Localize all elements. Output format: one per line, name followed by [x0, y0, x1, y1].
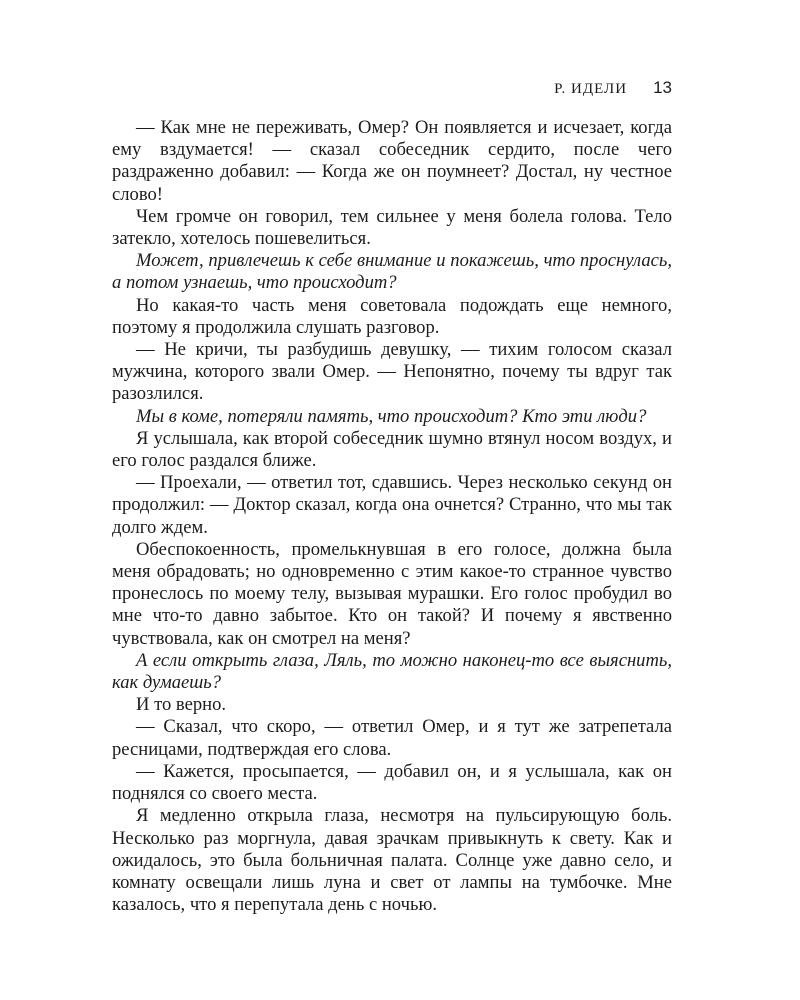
paragraph: Я медленно открыла глаза, несмотря на пульсирующую боль. Несколько раз моргнула, давая зрачкам привыкнуть к свету. Как и ожидалось, это была больничная палата. Солнце уже давно село, и комнату освещали лишь луна и свет от лампы на тумбочке. Мне казалось, что я перепутала день с ночью.: [112, 805, 672, 916]
paragraph: — Проехали, — ответил тот, сдавшись. Через несколько секунд он продолжил: — Доктор сказал, когда она очнется? Странно, что мы так долго ждем.: [112, 472, 672, 538]
running-head-author: Р. ИДЕЛИ: [554, 81, 628, 97]
paragraph: — Кажется, просыпается, — добавил он, и я услышала, как он поднялся со своего места.: [112, 760, 672, 805]
book-text: [112, 117, 672, 916]
paragraph: И то верно.: [136, 694, 227, 716]
running-head: [554, 78, 672, 98]
paragraph: Я услышала, как второй собеседник шумно втянул носом воздух, и его голос раздался ближе.: [112, 427, 672, 472]
inner-thought-paragraph: Мы в коме, потеряли память, что происходит? Кто эти люди?: [136, 405, 647, 427]
page-number: 13: [653, 78, 672, 97]
paragraph: Но какая-то часть меня советовала подождать еще немного, поэтому я продолжила слушать разговор.: [112, 294, 672, 338]
inner-thought-paragraph: Может, привлечешь к себе внимание и покажешь, что проснулась, а потом узнаешь, что происходит?: [112, 250, 672, 294]
paragraph: — Как мне не переживать, Омер? Он появляется и исчезает, когда ему вздумается! — сказал собеседник сердито, после чего раздраженно добавил: — Когда же он поумнеет? Достал, ну честное слово!: [112, 117, 672, 205]
paragraph: Чем громче он говорил, тем сильнее у меня болела голова. Тело затекло, хотелось пошевелиться.: [112, 205, 672, 250]
paragraph: — Не кричи, ты разбудишь девушку, — тихим голосом сказал мужчина, которого звали Омер. — Непонятно, почему ты вдруг так разозлился.: [112, 339, 672, 405]
paragraph: Обеспокоенность, промелькнувшая в его голосе, должна была меня обрадовать; но одновременно с этим какое-то странное чувство пронеслось по моему телу, вызывая мурашки. Его голос пробудил во мне что-то давно забытое. Кто он такой? И почему я явственно чувствовала, как он смотрел на меня?: [112, 538, 672, 649]
paragraph: — Сказал, что скоро, — ответил Омер, и я тут же затрепетала ресницами, подтверждая его слова.: [112, 716, 672, 760]
inner-thought-paragraph: А если открыть глаза, Ляль, то можно наконец-то все выяснить, как думаешь?: [112, 649, 672, 694]
